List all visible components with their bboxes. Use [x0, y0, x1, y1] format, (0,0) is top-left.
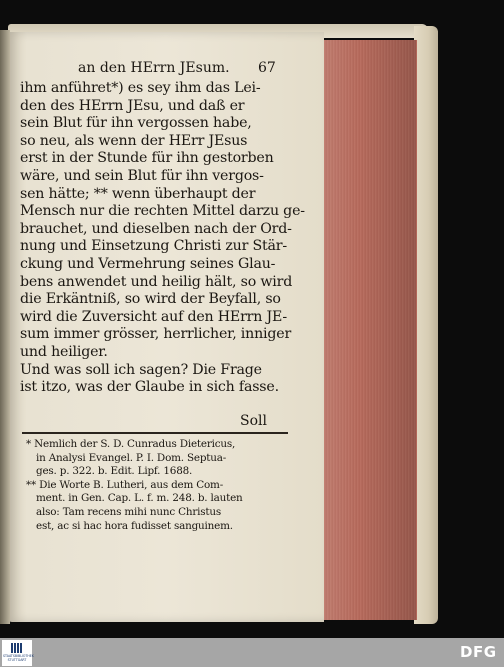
body-line: Und was soll ich sagen? Die Frage [20, 361, 262, 378]
footnote-line: in Analysi Evangel. P. I. Dom. Septua- [36, 451, 227, 464]
footnote-rule [22, 432, 288, 434]
body-line: nung und Einsetzung Christi zur Stär- [20, 238, 287, 255]
book-spine [0, 30, 10, 624]
footnote-line: ges. p. 322. b. Edit. Lipf. 1688. [36, 465, 193, 478]
footnote-line: est, ac si hac hora fudisset sanguinem. [36, 519, 233, 532]
body-line: den des HErrn JEsu, und daß er [20, 97, 245, 114]
body-line: Mensch nur die rechten Mittel darzu ge- [20, 203, 305, 220]
body-line: bens anwendet und heilig hält, so wird [20, 273, 293, 290]
library-logo[interactable] [2, 640, 32, 666]
footnote-line: also: Tam recens mihi nunc Christus [36, 505, 221, 518]
body-line: ist itzo, was der Glaube in sich fasse. [20, 379, 279, 396]
body-text [20, 80, 305, 397]
body-line: erst in der Stunde für ihn gestorben [20, 150, 274, 167]
catchword: Soll [240, 413, 267, 429]
footnotes [26, 438, 290, 533]
footnote-line: ** Die Worte B. Lutheri, aus dem Com- [26, 478, 224, 491]
footer-bar [0, 638, 504, 667]
running-head: an den HErrn JEsum. [78, 60, 230, 76]
library-logo-text: STAATSBIBLIOTHEK STUTTGART [3, 654, 34, 662]
library-emblem-icon [11, 643, 23, 653]
body-line: ihm anführet*) es sey ihm das Lei- [20, 80, 261, 96]
fore-edge-shade [320, 40, 416, 620]
book-cover-edge [414, 26, 438, 624]
body-line: sum immer grösser, herrlicher, inniger [20, 326, 292, 343]
body-line: so neu, als wenn der HErr JEsus [20, 132, 248, 149]
footnote-line: ment. in Gen. Cap. L. f. m. 248. b. lauten [36, 492, 243, 505]
body-line: wäre, und sein Blut für ihn vergos- [20, 167, 264, 184]
page-number: 67 [258, 60, 276, 76]
footnote-line: * Nemlich der S. D. Cunradus Dietericus, [26, 438, 236, 450]
body-line: brauchet, und dieselben nach der Ord- [20, 220, 292, 237]
dfg-logo[interactable]: DFG [460, 643, 497, 661]
body-line: wird die Zuversicht auf den HErrn JE- [20, 308, 288, 325]
body-line: sen hätte; ** wenn überhaupt der [20, 185, 256, 202]
body-line: ckung und Vermehrung seines Glau- [20, 255, 276, 272]
body-line: sein Blut für ihn vergossen habe, [20, 115, 252, 132]
body-line: die Erkäntniß, so wird der Beyfall, so [20, 291, 281, 308]
body-line: und heiliger. [20, 343, 108, 360]
